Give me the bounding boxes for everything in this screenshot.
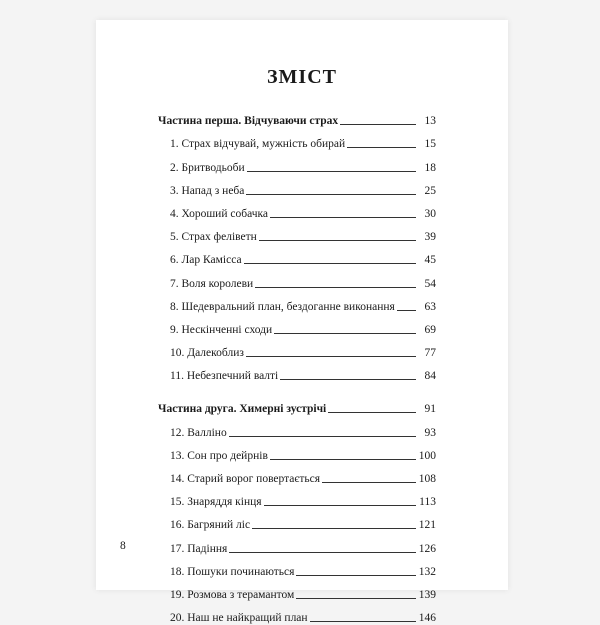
toc-chapter-title: 7. Воля королеви <box>170 277 254 290</box>
toc-chapter <box>158 579 436 602</box>
toc-chapter <box>158 267 436 290</box>
leader-line <box>347 147 416 148</box>
toc-chapter <box>158 314 436 337</box>
leader-line <box>229 436 416 437</box>
leader-line <box>264 505 416 506</box>
toc-chapter-title: 17. Падіння <box>170 542 228 555</box>
toc-chapter-title: 10. Далекоблиз <box>170 347 244 360</box>
toc-part-title: Частина друга. Химерні зустрічі <box>158 403 327 416</box>
toc-chapter-page: 126 <box>418 542 436 555</box>
toc-chapter <box>158 509 436 532</box>
toc-chapter <box>158 175 436 198</box>
toc-chapter-title: 18. Пошуки починаються <box>170 565 295 578</box>
leader-line <box>322 482 416 483</box>
toc-chapter <box>158 556 436 579</box>
toc-chapter-title: 16. Багряний ліс <box>170 519 251 532</box>
book-page <box>96 20 508 625</box>
toc-chapter <box>158 416 436 439</box>
leader-line <box>244 263 416 264</box>
toc-chapter-title: 6. Лар Камісса <box>170 254 242 267</box>
toc-chapter <box>158 128 436 151</box>
toc-chapter <box>158 221 436 244</box>
toc-part-page: 13 <box>424 115 436 128</box>
toc-chapter-page: 45 <box>424 254 436 267</box>
part-spacer <box>158 383 436 393</box>
page-title: ЗМІСТ <box>267 66 337 88</box>
toc-chapter-page: 100 <box>418 449 436 462</box>
leader-line <box>255 287 416 288</box>
toc-chapter-page: 18 <box>424 161 436 174</box>
toc-chapter-title: 15. Знаряддя кінця <box>170 496 262 509</box>
leader-line <box>270 459 416 460</box>
toc-chapter-title: 20. Наш не найкращий план <box>170 612 308 625</box>
toc-chapter-page: 84 <box>424 370 436 383</box>
toc-chapter-title: 4. Хороший собачка <box>170 207 269 220</box>
leader-line <box>229 552 416 553</box>
toc-chapter <box>158 291 436 314</box>
toc-chapter <box>158 151 436 174</box>
toc-chapter-title: 19. Розмова з терамантом <box>170 588 295 601</box>
toc-chapter-page: 93 <box>424 426 436 439</box>
leader-line <box>270 217 416 218</box>
toc-chapter-title: 11. Небезпечний валті <box>170 370 279 383</box>
leader-line <box>246 356 416 357</box>
leader-line <box>397 310 416 311</box>
leader-line <box>252 528 416 529</box>
toc-chapter-page: 132 <box>418 565 436 578</box>
toc-chapter <box>158 198 436 221</box>
toc-chapter-page: 69 <box>424 323 436 336</box>
table-of-contents <box>158 105 436 625</box>
leader-line <box>296 575 416 576</box>
toc-chapter <box>158 337 436 360</box>
toc-chapter-page: 30 <box>424 207 436 220</box>
toc-chapter-page: 113 <box>419 496 436 509</box>
toc-chapter-page: 77 <box>424 347 436 360</box>
toc-chapter-title: 14. Старий ворог повертається <box>170 473 321 485</box>
toc-chapter-page: 25 <box>424 184 436 197</box>
toc-chapter-page: 54 <box>424 277 436 290</box>
toc-chapter-page: 146 <box>418 612 436 625</box>
toc-chapter-title: 12. Валліно <box>170 426 227 439</box>
toc-part <box>158 393 436 416</box>
leader-line <box>246 194 416 195</box>
leader-line <box>280 379 416 380</box>
toc-chapter-page: 139 <box>418 588 436 601</box>
toc-chapter-title: 13. Сон про дейрнів <box>170 449 268 462</box>
page-number: 8 <box>120 540 126 552</box>
leader-line <box>247 171 416 172</box>
leader-line <box>328 412 416 413</box>
toc-chapter-page: 63 <box>424 300 436 313</box>
leader-line <box>274 333 416 334</box>
toc-chapter-page: 39 <box>424 231 436 244</box>
leader-line <box>340 124 416 125</box>
toc-chapter <box>158 244 436 267</box>
leader-line <box>310 621 416 622</box>
toc-part-title: Частина перша. Відчуваючи страх <box>158 115 339 128</box>
toc-part <box>158 105 436 128</box>
toc-chapter-title: 9. Нескінченні сходи <box>170 323 273 336</box>
toc-chapter <box>158 440 436 463</box>
toc-chapter-page: 108 <box>418 473 436 485</box>
toc-chapter-title: 3. Напад з неба <box>170 184 245 197</box>
toc-chapter-page: 15 <box>424 138 436 151</box>
toc-chapter <box>158 463 436 486</box>
toc-part-page: 91 <box>424 403 436 416</box>
toc-chapter-title: 5. Страх феліветн <box>170 231 257 244</box>
toc-chapter-title: 1. Страх відчувай, мужність обирай <box>170 138 346 151</box>
toc-chapter <box>158 602 436 625</box>
toc-chapter <box>158 360 436 383</box>
toc-chapter-title: 2. Бритводьоби <box>170 161 245 174</box>
toc-chapter-title: 8. Шедевральний план, бездоганне виконання <box>170 300 395 313</box>
leader-line <box>296 598 416 599</box>
leader-line <box>259 240 416 241</box>
toc-chapter-page: 121 <box>418 519 436 532</box>
toc-chapter <box>158 532 436 555</box>
toc-chapter <box>158 486 436 509</box>
